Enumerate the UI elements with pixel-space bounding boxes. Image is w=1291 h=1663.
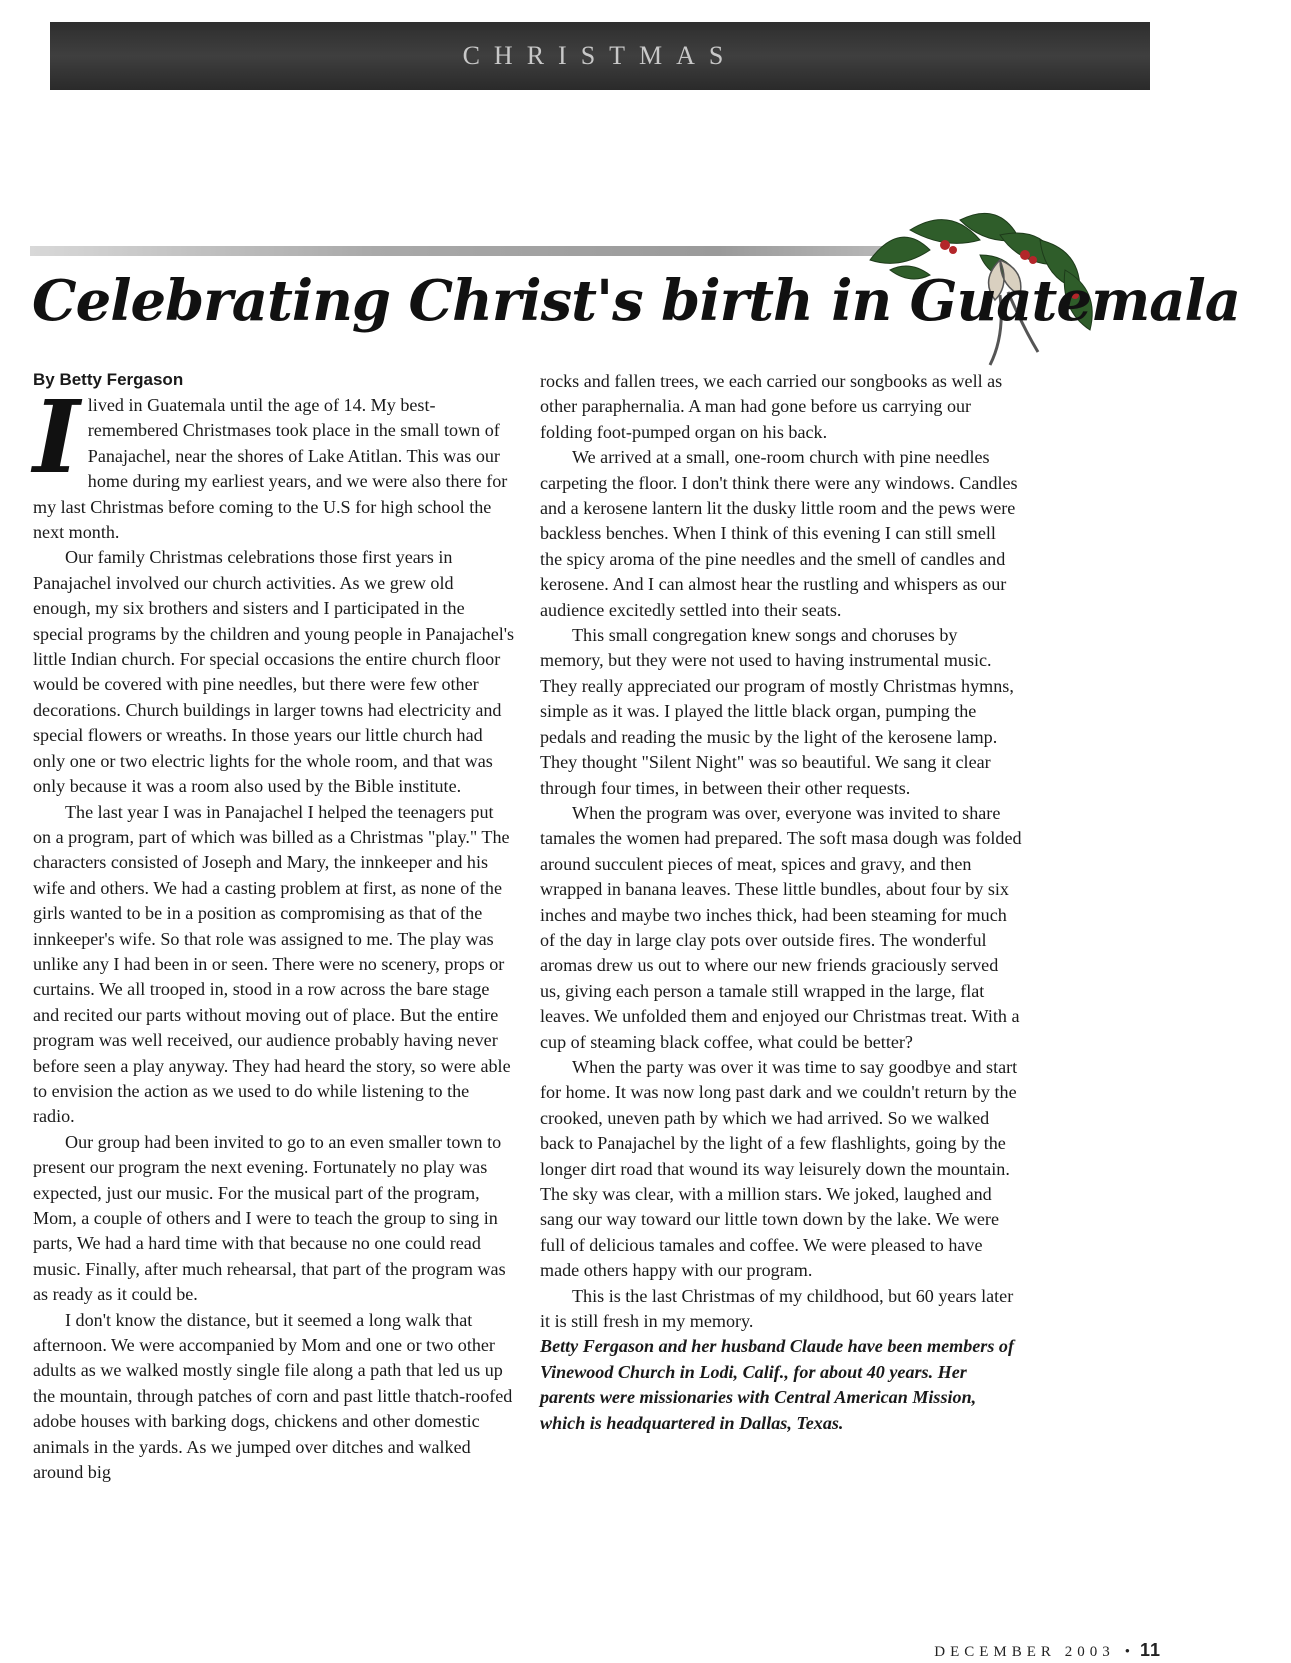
right-column: [540, 369, 1022, 1436]
article-headline: Celebrating Christ's birth in Guatemala: [32, 268, 1241, 334]
drop-cap: I: [33, 378, 80, 496]
byline: By Betty Fergason: [33, 370, 184, 389]
page-number: 11: [1139, 1640, 1161, 1660]
paragraph: Ilived in Guatemala until the age of 14. My best-remembered Christmases took place in the small town of Panajachel, near the shores of Lake Atitlan. This was our home during my earliest years, and we were also there for my last Christmas before coming to the U.S for high school the next month.: [33, 378, 508, 543]
issue-date: DECEMBER 2003: [934, 1644, 1115, 1660]
paragraph: This is the last Christmas of my childhood, but 60 years later it is still fresh in my memory.: [540, 1285, 1014, 1332]
footer-separator: •: [1124, 1644, 1130, 1660]
headline-rule: [30, 246, 890, 256]
paragraph: When the program was over, everyone was invited to share tamales the women had prepared. The soft masa dough was folded around succulent pieces of meat, spices and gravy, and then wrapped in banana leaves. These little bundles, about four by six inches and maybe two inches thick, had been steaming for much of the day in large clay pots over outside fires. The wonderful aromas drew us out to where our new friends graciously served us, giving each person a tamale still wrapped in the large, flat leaves. We unfolded them and enjoyed our Christmas treat. With a cup of steaming black coffee, what could be better?: [540, 802, 1022, 1052]
section-banner: [50, 22, 1150, 90]
author-bio: Betty Fergason and her husband Claude have been members of Vinewood Church in Lodi, Calif., for about 40 years. Her parents were missionaries with Central American Mission, which is headquartered in Dallas, Texas.: [540, 1336, 1014, 1433]
paragraph: Our family Christmas celebrations those first years in Panajachel involved our church activities. As we grew old enough, my six brothers and sisters and I participated in the special programs by the children and young people in Panajachel's little Indian church. For special occasions the entire church floor would be covered with pine needles, but there were few other decorations. Church buildings in larger towns had electricity and special flowers or wreaths. In those years our little church had only one or two electric lights for the whole room, and that was only because it was a room also used by the Bible institute.: [33, 547, 515, 797]
paragraph: Our group had been invited to go to an even smaller town to present our program the next evening. Fortunately no play was expected, just our music. For the musical part of the program, Mom, a couple of others and I were to teach the group to sing in parts, We had a hard time with that because no one could read music. Finally, after much rehearsal, that part of the program was as ready as it could be.: [33, 1131, 506, 1305]
page-footer: [934, 1640, 1161, 1661]
paragraph: I don't know the distance, but it seemed a long walk that afternoon. We were accompanied by Mom and one or two other adults as we walked mostly single file along a path that led us up the mountain, through patches of corn and past little thatch-roofed adobe houses with barking dogs, chickens and other domestic animals in the yards. As we jumped over ditches and walked around big: [33, 1309, 513, 1483]
paragraph: rocks and fallen trees, we each carried our songbooks as well as other paraphernalia. A man had gone before us carrying our folding foot-pumped organ on his back.: [540, 371, 1003, 442]
paragraph: The last year I was in Panajachel I helped the teenagers put on a program, part of which was billed as a Christmas "play." The characters consisted of Joseph and Mary, the innkeeper and his wife and others. We had a casting problem at first, as none of the girls wanted to be in a position as compromising as that of the innkeeper's wife. So that role was assigned to me. The play was unlike any I had been in or seen. There were no scenery, props or curtains. We all trooped in, stood in a row across the bare stage and recited our parts without moving out of place. But the entire program was well received, our audience probably having never before seen a play anyway. They had heard the story, so were able to envision the action as we used to do while listening to the radio.: [33, 801, 511, 1127]
paragraph: We arrived at a small, one-room church with pine needles carpeting the floor. I don't think there were any windows. Candles and a kerosene lantern lit the dusky little room and the pews were backless benches. When I think of this evening I can still smell the spicy aroma of the pine needles and the smell of candles and kerosene. And I can almost hear the rustling and whispers as our audience excitedly settled into their seats.: [540, 447, 1018, 620]
paragraph: When the party was over it was time to say goodbye and start for home. It was now long past dark and we couldn't return by the crooked, uneven path by which we had arrived. So we walked back to Panajachel by the light of a few flashlights, going by the longer dirt road that wound its way leisurely down the mountain. The sky was clear, with a million stars. We joked, laughed and sang our way toward our little town down by the lake. We were full of delicious tamales and coffee. We were pleased to have made others happy with our program.: [540, 1056, 1018, 1281]
section-title: CHRISTMAS: [462, 41, 738, 70]
left-column: [33, 369, 515, 1485]
paragraph: This small congregation knew songs and choruses by memory, but they were not used to having instrumental music. They really appreciated our program of mostly Christmas hymns, simple as it was. I played the little black organ, pumping the pedals and reading the music by the light of the kerosene lamp. They thought "Silent Night" was so beautiful. We sang it clear through four times, in between their other requests.: [540, 625, 1014, 798]
